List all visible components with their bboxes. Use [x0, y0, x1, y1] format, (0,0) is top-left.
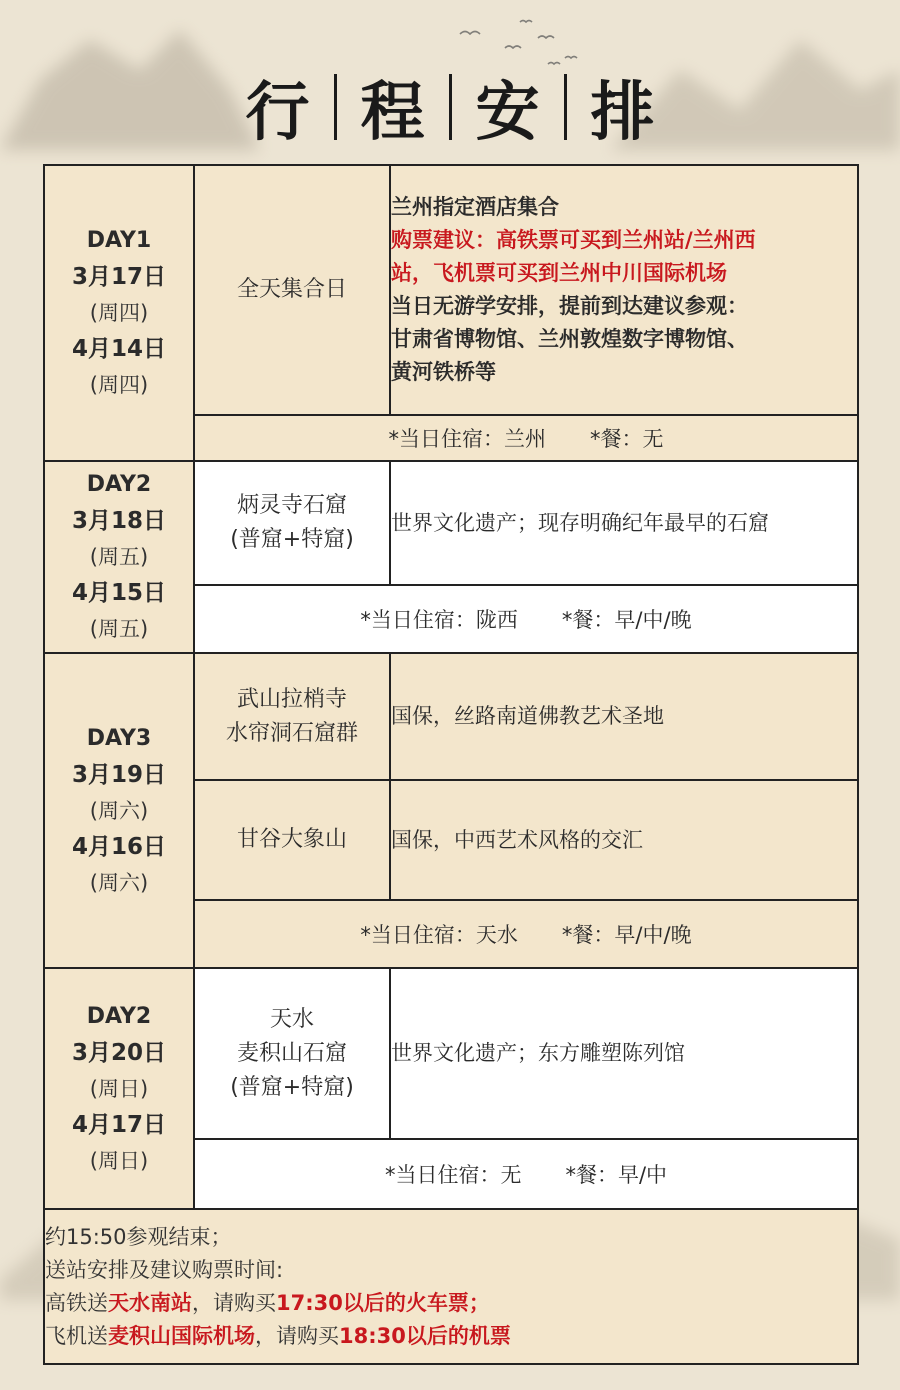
description-line: 当日无游学安排，提前到达建议参观：	[391, 294, 748, 318]
sight-name: 天水	[269, 1006, 314, 1032]
description-cell	[390, 653, 858, 780]
sight-name: 麦积山石窟	[236, 1040, 347, 1066]
stay-meal-cell	[194, 415, 858, 461]
day-cell	[44, 461, 194, 653]
page-title	[0, 62, 900, 152]
title-char: 排	[590, 75, 655, 150]
description-line: 兰州指定酒店集合	[391, 195, 559, 219]
description-line: 国保，中西艺术风格的交汇	[391, 827, 643, 852]
sight-cell	[194, 461, 390, 585]
sight-cell	[194, 653, 390, 780]
day-cell	[44, 653, 194, 968]
day-date: 3月19日	[71, 761, 166, 788]
notes-text: 飞机送	[45, 1323, 108, 1348]
meal-info: *餐：无	[590, 427, 664, 451]
itinerary-table	[43, 164, 859, 1365]
stay-meal-cell	[194, 1139, 858, 1209]
day-date: 3月17日	[71, 264, 166, 290]
stay-info: *当日住宿：兰州	[388, 427, 546, 451]
description-line: 站，飞机票可买到兰州中川国际机场	[391, 261, 727, 285]
day-date: 3月18日	[71, 508, 166, 534]
sight-name: (普窟+特窟)	[230, 527, 354, 552]
day-label: DAY1	[86, 228, 152, 253]
notes-text: ，请购买	[255, 1323, 339, 1348]
day-weekday: (周六)	[89, 798, 149, 823]
notes-line: 约15:50参观结束；	[45, 1224, 232, 1249]
day-date: 4月17日	[71, 1111, 166, 1138]
description-cell	[390, 165, 858, 415]
sight-cell	[194, 968, 390, 1139]
description-cell	[390, 461, 858, 585]
title-char: 安	[475, 75, 540, 150]
table-row	[44, 653, 858, 780]
title-divider	[449, 74, 452, 140]
description-cell	[390, 968, 858, 1139]
day-weekday: (周四)	[89, 301, 149, 325]
day-weekday: (周四)	[89, 373, 149, 397]
notes-highlight: 天水南站	[108, 1290, 192, 1315]
table-row	[44, 461, 858, 585]
description-line: 世界文化遗产；东方雕塑陈列馆	[391, 1041, 685, 1065]
stay-meal-cell	[194, 585, 858, 653]
sight-name: 炳灵寺石窟	[236, 493, 347, 518]
day-cell	[44, 165, 194, 461]
notes-text: ，请购买	[192, 1290, 276, 1315]
notes-text: 高铁送	[45, 1290, 108, 1315]
description-line: 世界文化遗产；现存明确纪年最早的石窟	[391, 510, 769, 535]
day-weekday: (周日)	[89, 1148, 149, 1173]
day-label: DAY2	[86, 472, 152, 497]
day-label: DAY3	[86, 725, 152, 751]
notes-cell	[44, 1209, 858, 1364]
stay-meal-cell	[194, 900, 858, 968]
notes-highlight: 18:30以后的机票	[339, 1323, 511, 1348]
description-line: 国保，丝路南道佛教艺术圣地	[391, 704, 664, 728]
stay-info: *当日住宿：无	[384, 1163, 522, 1187]
meal-info: *餐：早/中	[565, 1163, 668, 1187]
day-date: 4月16日	[71, 833, 166, 860]
description-cell	[390, 780, 858, 900]
notes-line	[45, 1287, 857, 1320]
table-row	[44, 1209, 858, 1364]
title-divider	[564, 74, 567, 140]
day-cell	[44, 968, 194, 1209]
day-weekday: (周五)	[89, 545, 149, 569]
day-date: 4月14日	[71, 336, 166, 362]
day-label: DAY2	[86, 1003, 152, 1029]
notes-line: 送站安排及建议购票时间:	[45, 1257, 284, 1282]
sight-name: 全天集合日	[236, 277, 347, 302]
sight-name: 甘谷大象山	[236, 827, 347, 852]
day-date: 4月15日	[71, 580, 166, 606]
day-weekday: (周六)	[89, 870, 149, 895]
description-line: 购票建议：高铁票可买到兰州站/兰州西	[391, 228, 756, 252]
sight-name: 武山拉梢寺	[236, 686, 347, 712]
table-row	[44, 968, 858, 1139]
meal-info: *餐：早/中/晚	[561, 923, 692, 947]
sight-cell	[194, 165, 390, 415]
sight-name: (普窟+特窟)	[230, 1074, 354, 1100]
notes-line	[45, 1320, 857, 1353]
notes-highlight: 麦积山国际机场	[108, 1323, 255, 1348]
sight-cell	[194, 780, 390, 900]
description-line: 甘肃省博物馆、兰州敦煌数字博物馆、	[391, 327, 748, 351]
meal-info: *餐：早/中/晚	[561, 608, 692, 632]
title-char: 程	[360, 75, 425, 150]
title-char: 行	[245, 75, 310, 150]
description-line: 黄河铁桥等	[391, 360, 496, 384]
day-date: 3月20日	[71, 1039, 166, 1066]
table-row	[44, 165, 858, 415]
notes-highlight: 17:30以后的火车票；	[276, 1290, 490, 1315]
stay-info: *当日住宿：天水	[360, 923, 518, 947]
day-weekday: (周日)	[89, 1076, 149, 1101]
day-weekday: (周五)	[89, 617, 149, 641]
sight-name: 水帘洞石窟群	[225, 720, 358, 746]
stay-info: *当日住宿：陇西	[360, 608, 518, 632]
title-divider	[334, 74, 337, 140]
